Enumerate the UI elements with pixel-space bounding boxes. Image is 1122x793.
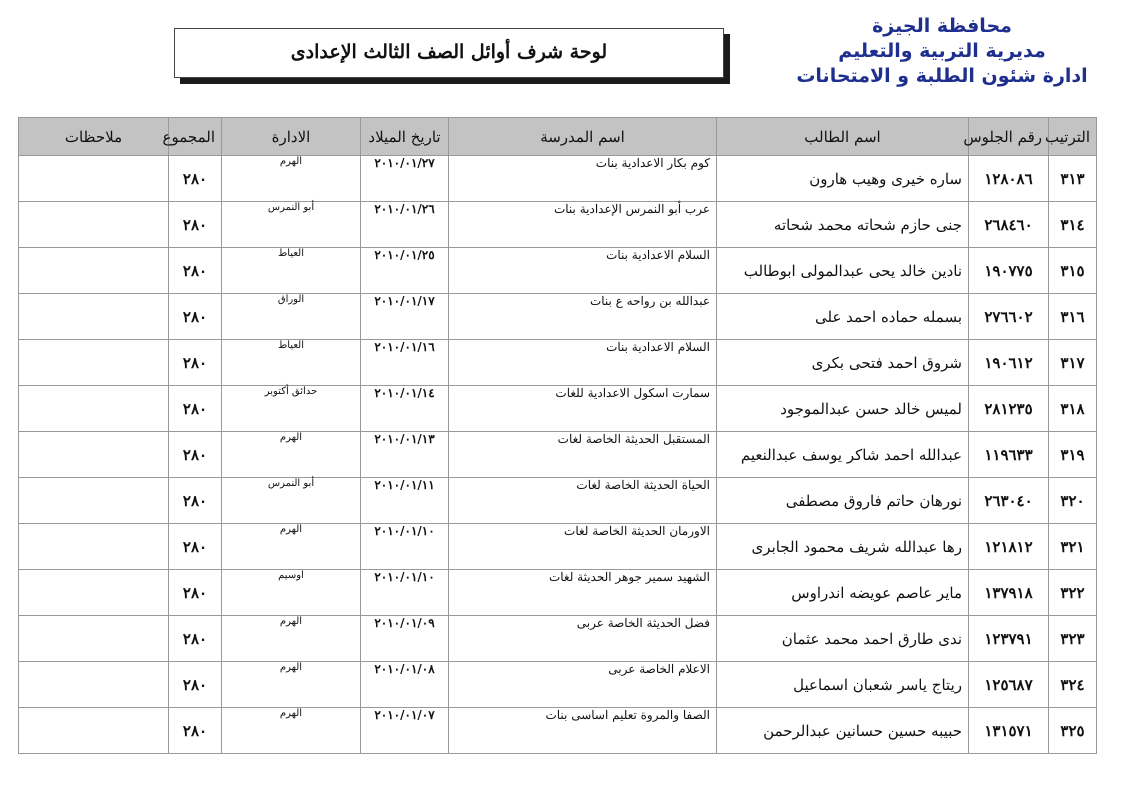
seat-number-cell: ٢٨١٢٣٥ [969,386,1049,432]
rank-cell: ٣١٣ [1049,156,1097,202]
administration-cell: الهرم [222,432,361,478]
school-name-cell: الاورمان الحديثة الخاصة لغات [449,524,717,570]
rank-cell: ٣٢١ [1049,524,1097,570]
student-name-cell: نورهان حاتم فاروق مصطفى [717,478,969,524]
birth-date-cell: ٢٠١٠/٠١/٠٩ [361,616,449,662]
table-row [19,616,1097,662]
notes-cell [19,294,169,340]
administration-cell: العياط [222,248,361,294]
notes-cell [19,432,169,478]
notes-cell [19,248,169,294]
seat-number-cell: ١٢١٨١٢ [969,524,1049,570]
seat-number-cell: ١٢٨٠٨٦ [969,156,1049,202]
notes-cell [19,340,169,386]
notes-cell [19,524,169,570]
directorate-label: مديرية التربية والتعليم [838,40,1046,62]
administration-cell: الهرم [222,708,361,754]
seat-number-cell: ١٢٣٧٩١ [969,616,1049,662]
student-name-cell: عبدالله احمد شاكر يوسف عبدالنعيم [717,432,969,478]
school-name-cell: الصفا والمروة تعليم اساسى بنات [449,708,717,754]
school-name-cell: الحياة الحديثة الخاصة لغات [449,478,717,524]
col-header-admin: الادارة [222,118,361,156]
school-name-cell: عرب أبو النمرس الإعدادية بنات [449,202,717,248]
birth-date-cell: ٢٠١٠/٠١/١٠ [361,524,449,570]
school-name-cell: الاعلام الخاصة عربى [449,662,717,708]
school-name-cell: السلام الاعدادية بنات [449,248,717,294]
table-row [19,662,1097,708]
total-score-cell: ٢٨٠ [169,616,222,662]
birth-date-cell: ٢٠١٠/٠١/١٠ [361,570,449,616]
student-name-cell: لميس خالد حسن عبدالموجود [717,386,969,432]
rank-cell: ٣١٤ [1049,202,1097,248]
department-label: ادارة شئون الطلبة و الامتحانات [796,65,1088,87]
rank-cell: ٣٢٣ [1049,616,1097,662]
col-header-notes: ملاحظات [19,118,169,156]
rank-cell: ٣٢٤ [1049,662,1097,708]
administration-cell: الهرم [222,662,361,708]
col-header-rank: الترتيب [1049,118,1097,156]
total-score-cell: ٢٨٠ [169,524,222,570]
total-score-cell: ٢٨٠ [169,248,222,294]
administration-cell: أبو النمرس [222,478,361,524]
administration-cell: حدائق أكتوبر [222,386,361,432]
page-title: لوحة شرف أوائل الصف الثالث الإعدادى [174,28,724,78]
seat-number-cell: ١٢٥٦٨٧ [969,662,1049,708]
school-name-cell: كوم بكار الاعدادية بنات [449,156,717,202]
administration-cell: اوسيم [222,570,361,616]
administration-cell: العياط [222,340,361,386]
table-row [19,570,1097,616]
administration-cell: أبو النمرس [222,202,361,248]
birth-date-cell: ٢٠١٠/٠١/٠٧ [361,708,449,754]
notes-cell [19,202,169,248]
notes-cell [19,616,169,662]
notes-cell [19,708,169,754]
rank-cell: ٣١٧ [1049,340,1097,386]
total-score-cell: ٢٨٠ [169,708,222,754]
total-score-cell: ٢٨٠ [169,386,222,432]
rank-cell: ٣٢٠ [1049,478,1097,524]
student-name-cell: جنى حازم شحاته محمد شحاته [717,202,969,248]
student-name-cell: شروق احمد فتحى بكرى [717,340,969,386]
honor-roll-table [18,117,1097,754]
student-name-cell: نادين خالد يحى عبدالمولى ابوطالب [717,248,969,294]
student-name-cell: رها عبدالله شريف محمود الجابرى [717,524,969,570]
administration-cell: الهرم [222,156,361,202]
school-name-cell: فضل الحديثة الخاصة عربى [449,616,717,662]
table-row [19,294,1097,340]
total-score-cell: ٢٨٠ [169,156,222,202]
administration-cell: الوراق [222,294,361,340]
birth-date-cell: ٢٠١٠/٠١/٢٥ [361,248,449,294]
administration-cell: الهرم [222,616,361,662]
table-row [19,708,1097,754]
school-name-cell: سمارت اسكول الاعدادية للغات [449,386,717,432]
total-score-cell: ٢٨٠ [169,570,222,616]
organization-header [792,14,1092,89]
birth-date-cell: ٢٠١٠/٠١/١٧ [361,294,449,340]
table-row [19,340,1097,386]
col-header-school: اسم المدرسة [449,118,717,156]
student-name-cell: ريتاج ياسر شعبان اسماعيل [717,662,969,708]
col-header-name: اسم الطالب [717,118,969,156]
student-name-cell: بسمله حماده احمد على [717,294,969,340]
total-score-cell: ٢٨٠ [169,340,222,386]
rank-cell: ٣١٦ [1049,294,1097,340]
school-name-cell: المستقبل الحديثة الخاصة لغات [449,432,717,478]
seat-number-cell: ٢٧٦٦٠٢ [969,294,1049,340]
total-score-cell: ٢٨٠ [169,294,222,340]
school-name-cell: السلام الاعدادية بنات [449,340,717,386]
total-score-cell: ٢٨٠ [169,662,222,708]
total-score-cell: ٢٨٠ [169,202,222,248]
seat-number-cell: ٢٦٨٤٦٠ [969,202,1049,248]
school-name-cell: عبدالله بن رواحه ع بنات [449,294,717,340]
birth-date-cell: ٢٠١٠/٠١/٠٨ [361,662,449,708]
table-row [19,202,1097,248]
birth-date-cell: ٢٠١٠/٠١/١١ [361,478,449,524]
student-name-cell: ساره خيرى وهيب هارون [717,156,969,202]
table-row [19,432,1097,478]
col-header-dob: تاريخ الميلاد [361,118,449,156]
table-row [19,248,1097,294]
seat-number-cell: ٢٦٣٠٤٠ [969,478,1049,524]
birth-date-cell: ٢٠١٠/٠١/٢٧ [361,156,449,202]
school-name-cell: الشهيد سمير جوهر الحديثة لغات [449,570,717,616]
administration-cell: الهرم [222,524,361,570]
notes-cell [19,478,169,524]
table-row [19,524,1097,570]
header-row [19,118,1097,156]
birth-date-cell: ٢٠١٠/٠١/١٣ [361,432,449,478]
table-row [19,386,1097,432]
birth-date-cell: ٢٠١٠/٠١/١٤ [361,386,449,432]
student-name-cell: ندى طارق احمد محمد عثمان [717,616,969,662]
rank-cell: ٣٢٥ [1049,708,1097,754]
seat-number-cell: ١٩٠٦١٢ [969,340,1049,386]
seat-number-cell: ١٣١٥٧١ [969,708,1049,754]
notes-cell [19,386,169,432]
seat-number-cell: ١٩٠٧٧٥ [969,248,1049,294]
birth-date-cell: ٢٠١٠/٠١/١٦ [361,340,449,386]
rank-cell: ٣١٩ [1049,432,1097,478]
student-name-cell: حبيبه حسين حسانين عبدالرحمن [717,708,969,754]
rank-cell: ٣١٥ [1049,248,1097,294]
notes-cell [19,156,169,202]
governorate-label: محافظة الجيزة [872,15,1012,37]
col-header-total: المجموع [169,118,222,156]
total-score-cell: ٢٨٠ [169,432,222,478]
notes-cell [19,570,169,616]
student-name-cell: ماير عاصم عويضه اندراوس [717,570,969,616]
total-score-cell: ٢٨٠ [169,478,222,524]
table-row [19,156,1097,202]
notes-cell [19,662,169,708]
rank-cell: ٣١٨ [1049,386,1097,432]
seat-number-cell: ١٣٧٩١٨ [969,570,1049,616]
col-header-seat: رقم الجلوس [969,118,1049,156]
seat-number-cell: ١١٩٦٣٣ [969,432,1049,478]
rank-cell: ٣٢٢ [1049,570,1097,616]
birth-date-cell: ٢٠١٠/٠١/٢٦ [361,202,449,248]
table-row [19,478,1097,524]
